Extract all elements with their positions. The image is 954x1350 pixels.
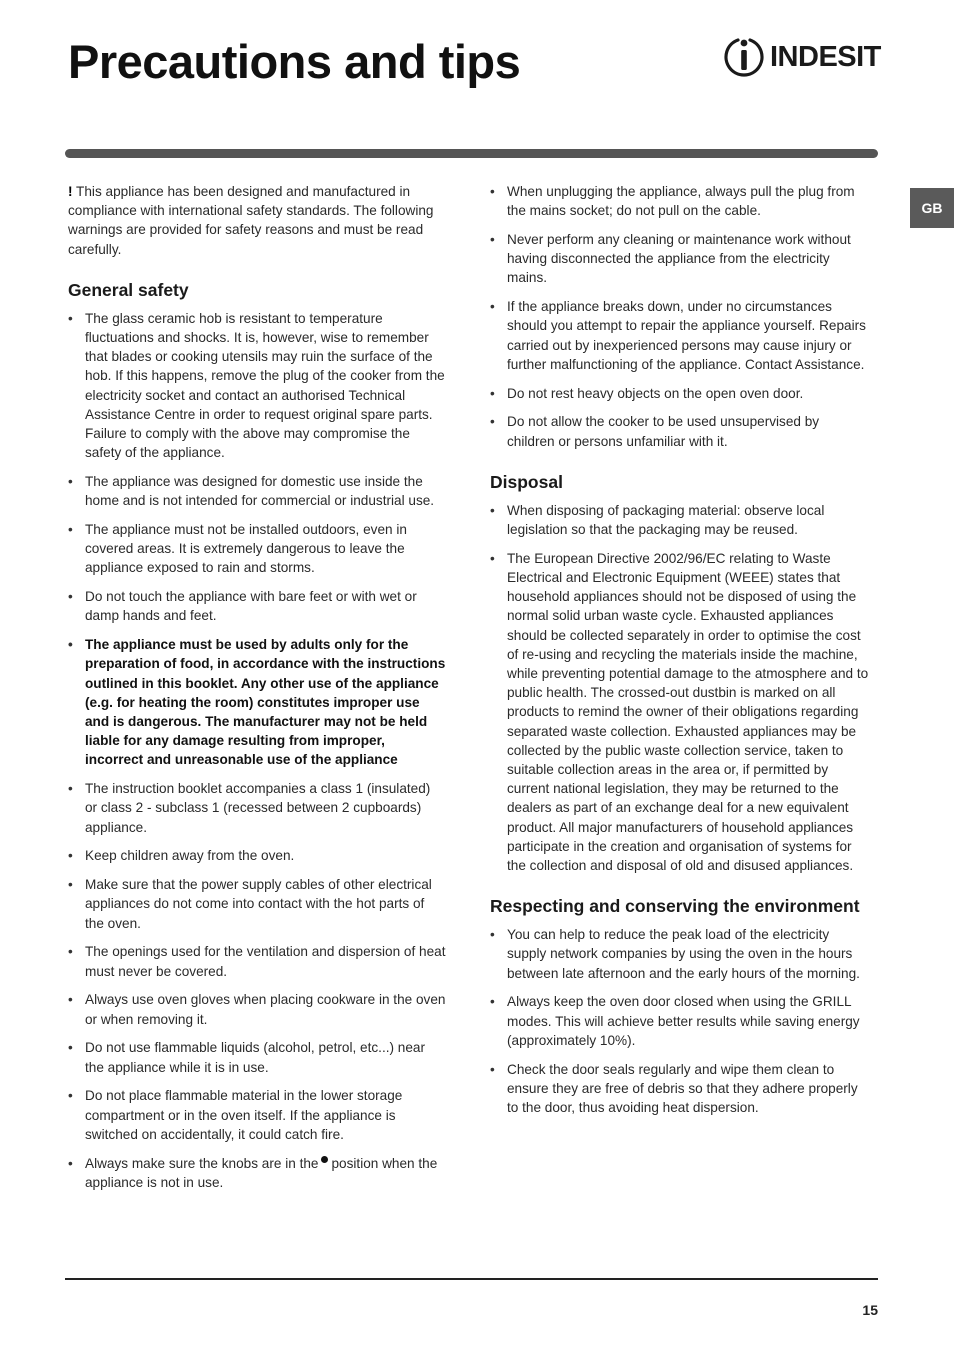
general-safety-heading: General safety [68, 279, 189, 300]
page-title: Precautions and tips [68, 35, 521, 88]
disposal-heading: Disposal [490, 471, 563, 492]
list-item: • Do not use flammable liquids (alcohol, petrol, etc...) near the appliance while it is in use. [68, 1038, 446, 1076]
list-item: • The appliance must not be installed outdoors, even in covered areas. It is extremely dangerous to leave the appliance exposed to rain and storms. [68, 520, 446, 578]
list-item: • When disposing of packaging material: observe local legislation so that the packaging may be reused. [490, 501, 870, 539]
list-item: • You can help to reduce the peak load of the electricity supply network companies by using the oven in the hours between late afternoon and the early hours of the morning. [490, 925, 870, 983]
list-item-knobs [68, 1154, 446, 1192]
list-item: • Do not allow the cooker to be used unsupervised by children or persons unfamiliar with it. [490, 412, 870, 450]
intro-paragraph [68, 182, 446, 259]
safety-list-continued [490, 182, 870, 451]
list-item: • Always keep the oven door closed when using the GRILL modes. This will achieve better results while saving energy (approximately 10%). [490, 992, 870, 1050]
general-safety-list [68, 309, 446, 1192]
list-item: • The European Directive 2002/96/EC relating to Waste Electrical and Electronic Equipment (WEEE) states that household appliances should not be disposed of using the normal solid urban waste cycle. Exhausted appliances should be collected separately in order to optimise the cost of re-using and recycling the materials inside the machine, while preventing potential damage to the atmosphere and to public health. The crossed-out dustbin is marked on all products to remind the owner of their obligations regarding separated waste collection. Exhausted appliances may be collected by the public waste collection service, taken to suitable collection areas in the area or, if permitted by current national legislation, they may be returned to the dealers as part of an exchange deal for a new equivalent product. All major manufacturers of household appliances participate in the creation and organisation of systems for the collection and disposal of old and disused appliances. [490, 549, 870, 875]
list-item: • Do not touch the appliance with bare feet or with wet or damp hands and feet. [68, 587, 446, 625]
list-item: • Make sure that the power supply cables of other electrical appliances do not come into contact with the hot parts of the oven. [68, 875, 446, 933]
language-tab[interactable]: GB [910, 188, 954, 228]
list-item-warning: • The appliance must be used by adults only for the preparation of food, in accordance with the instructions outlined in this booklet. Any other use of the appliance (e.g. for heating the room) constitutes improper use and is dangerous. The manufacturer may not be held liable for any damage resulting from improper, incorrect and unreasonable use of the appliance [68, 635, 446, 769]
header-divider [65, 149, 878, 158]
list-item: • Never perform any cleaning or maintenance work without having disconnected the appliance from the electricity mains. [490, 230, 870, 288]
list-item: • Always use oven gloves when placing cookware in the oven or when removing it. [68, 990, 446, 1028]
brand-logo [724, 34, 881, 80]
right-column [490, 182, 870, 1127]
list-item: • When unplugging the appliance, always pull the plug from the mains socket; do not pull on the cable. [490, 182, 870, 220]
footer-divider [65, 1278, 878, 1280]
list-item: • Do not place flammable material in the lower storage compartment or in the oven itself. If the appliance is switched on accidentally, it could catch fire. [68, 1086, 446, 1144]
knob-text-before: Always make sure the knobs are in the [85, 1155, 319, 1171]
list-item: • Check the door seals regularly and wipe them clean to ensure they are free of debris so that they adhere properly to the door, thus avoiding heat dispersion. [490, 1060, 870, 1118]
page-number: 15 [862, 1302, 878, 1318]
disposal-list [490, 501, 870, 875]
warning-mark: ! [68, 184, 73, 199]
brand-name: INDESIT [770, 40, 881, 73]
left-column [68, 182, 446, 1202]
environment-heading: Respecting and conserving the environment [490, 896, 860, 917]
list-item: • Keep children away from the oven. [68, 846, 446, 865]
knob-text-after: position when the appliance is not in use. [85, 1155, 438, 1190]
intro-text: This appliance has been designed and manufactured in compliance with international safety standards. The following warnings are provided for safety reasons and must be read carefully. [68, 184, 434, 257]
list-item: • If the appliance breaks down, under no circumstances should you attempt to repair the appliance yourself. Repairs carried out by inexperienced persons may cause injury or further malfunctioning of the appliance. Contact Assistance. [490, 297, 870, 374]
list-item: • The glass ceramic hob is resistant to temperature fluctuations and shocks. It is, however, wise to remember that blades or cooking utensils may ruin the surface of the hob. If this happens, remove the plug of the cooker from the electricity socket and contact an authorised Technical Assistance Centre in order to request original spare parts. Failure to comply with the above may compromise the safety of the appliance. [68, 309, 446, 463]
list-item: • The openings used for the ventilation and dispersion of heat must never be covered. [68, 942, 446, 980]
indesit-logo-icon [724, 35, 764, 79]
environment-list [490, 925, 870, 1117]
list-item: • Do not rest heavy objects on the open oven door. [490, 384, 870, 403]
list-item: • The appliance was designed for domestic use inside the home and is not intended for commercial or industrial use. [68, 472, 446, 510]
knob-off-position-icon [321, 1156, 328, 1163]
list-item: • The instruction booklet accompanies a class 1 (insulated) or class 2 - subclass 1 (recessed between 2 cupboards) appliance. [68, 779, 446, 837]
